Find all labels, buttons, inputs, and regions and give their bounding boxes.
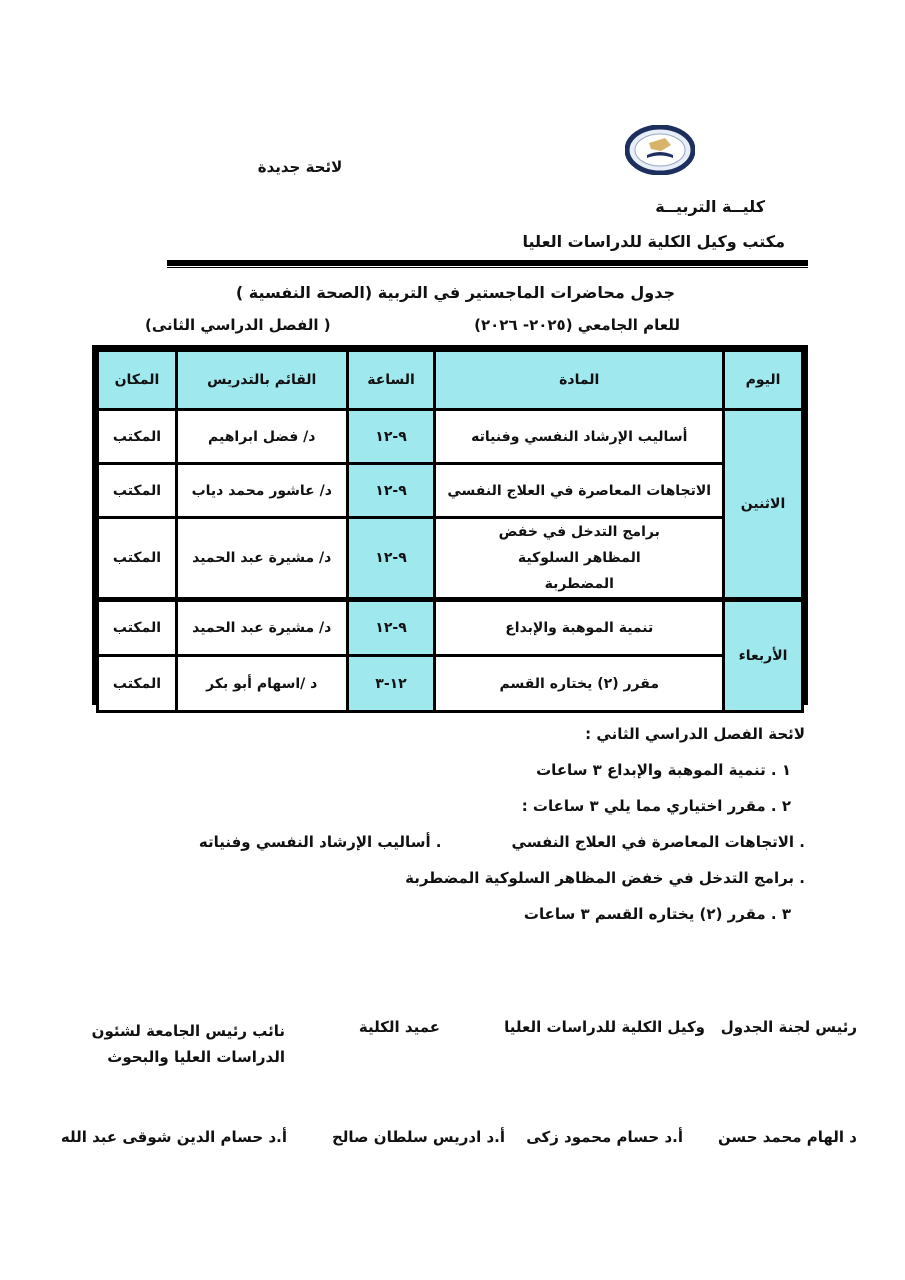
time-cell: ٩-١٢ [347, 518, 435, 600]
elective-options-row [198, 824, 805, 860]
teacher-cell: د /اسهام أبو بكر [176, 656, 347, 712]
teacher-cell: د/ عاشور محمد دياب [176, 464, 347, 518]
subject-cell: برامج التدخل في خفض المظاهر السلوكية المضطربة [435, 518, 724, 600]
time-cell: ٩-١٢ [347, 600, 435, 656]
table-row [98, 410, 803, 464]
place-cell: المكتب [98, 600, 177, 656]
table-row [98, 600, 803, 656]
table-row [98, 464, 803, 518]
header-divider [167, 260, 808, 266]
place-cell: المكتب [98, 464, 177, 518]
table-row [98, 518, 803, 600]
elective-option: . برامج التدخل في خفض المظاهر السلوكية المضطربة [405, 869, 805, 887]
place-cell: المكتب [98, 656, 177, 712]
new-regulation-label: لائحة جديدة [257, 158, 343, 176]
column-header-place: المكان [98, 351, 177, 410]
signature-title: رئيس لجنة الجدول [720, 1018, 857, 1036]
table-row [98, 656, 803, 712]
signatory-name: د الهام محمد حسن [717, 1128, 857, 1146]
signatory-name: أ.د حسام محمود زكى [526, 1128, 683, 1146]
regulation-item: ٣ . مقرر (٢) يختاره القسم ٣ ساعات [523, 905, 791, 923]
subject-cell: مقرر (٢) يختاره القسم [435, 656, 724, 712]
elective-option: . الاتجاهات المعاصرة في العلاج النفسي [511, 833, 805, 851]
signature-title-line: نائب رئيس الجامعة لشئون [91, 1022, 285, 1040]
day-cell: الاثنين [724, 410, 803, 600]
signatory-name: أ.د حسام الدين شوقى عبد الله [60, 1128, 287, 1146]
signature-title: عميد الكلية [358, 1018, 440, 1036]
place-cell: المكتب [98, 410, 177, 464]
schedule-table-frame [92, 345, 808, 705]
academic-year: للعام الجامعي (٢٠٢٥- ٢٠٢٦) [474, 316, 680, 334]
teacher-cell: د/ مشيرة عبد الحميد [176, 600, 347, 656]
subject-cell: تنمية الموهبة والإبداع [435, 600, 724, 656]
university-seal-icon [625, 125, 695, 175]
day-cell: الأربعاء [724, 600, 803, 712]
schedule-title: جدول محاضرات الماجستير في التربية (الصحة النفسية ) [235, 283, 675, 302]
semester-label: ( الفصل الدراسي الثانى) [145, 316, 331, 334]
column-header-day: اليوم [724, 351, 803, 410]
regulation-item: ٢ . مقرر اختياري مما يلي ٣ ساعات : [521, 797, 791, 815]
signature-title: وكيل الكلية للدراسات العليا [504, 1018, 705, 1036]
signature-title-line: الدراسات العليا والبحوث [107, 1048, 285, 1066]
regulation-heading: لائحة الفصل الدراسي الثاني : [585, 725, 805, 743]
subject-cell: الاتجاهات المعاصرة في العلاج النفسي [435, 464, 724, 518]
time-cell: ٩-١٢ [347, 464, 435, 518]
elective-option: . أساليب الإرشاد النفسي وفنياته [198, 833, 442, 851]
office-name: مكتب وكيل الكلية للدراسات العليا [522, 232, 785, 251]
column-header-subject: المادة [435, 351, 724, 410]
column-header-teacher: القائم بالتدريس [176, 351, 347, 410]
faculty-name: كليــة التربيــة [655, 197, 765, 216]
signatory-name: أ.د ادريس سلطان صالح [331, 1128, 505, 1146]
regulation-item: ١ . تنمية الموهبة والإبداع ٣ ساعات [536, 761, 791, 779]
teacher-cell: د/ فضل ابراهيم [176, 410, 347, 464]
place-cell: المكتب [98, 518, 177, 600]
time-cell: ٩-١٢ [347, 410, 435, 464]
time-cell: ١٢-٣ [347, 656, 435, 712]
table-header-row [98, 351, 803, 410]
signature-title-vice-president [92, 1018, 285, 1070]
column-header-time: الساعة [347, 351, 435, 410]
subject-cell: أساليب الإرشاد النفسي وفنياته [435, 410, 724, 464]
schedule-table [96, 349, 804, 713]
teacher-cell: د/ مشيرة عبد الحميد [176, 518, 347, 600]
header-divider-thin [167, 267, 808, 268]
regulation-notes [198, 716, 805, 932]
